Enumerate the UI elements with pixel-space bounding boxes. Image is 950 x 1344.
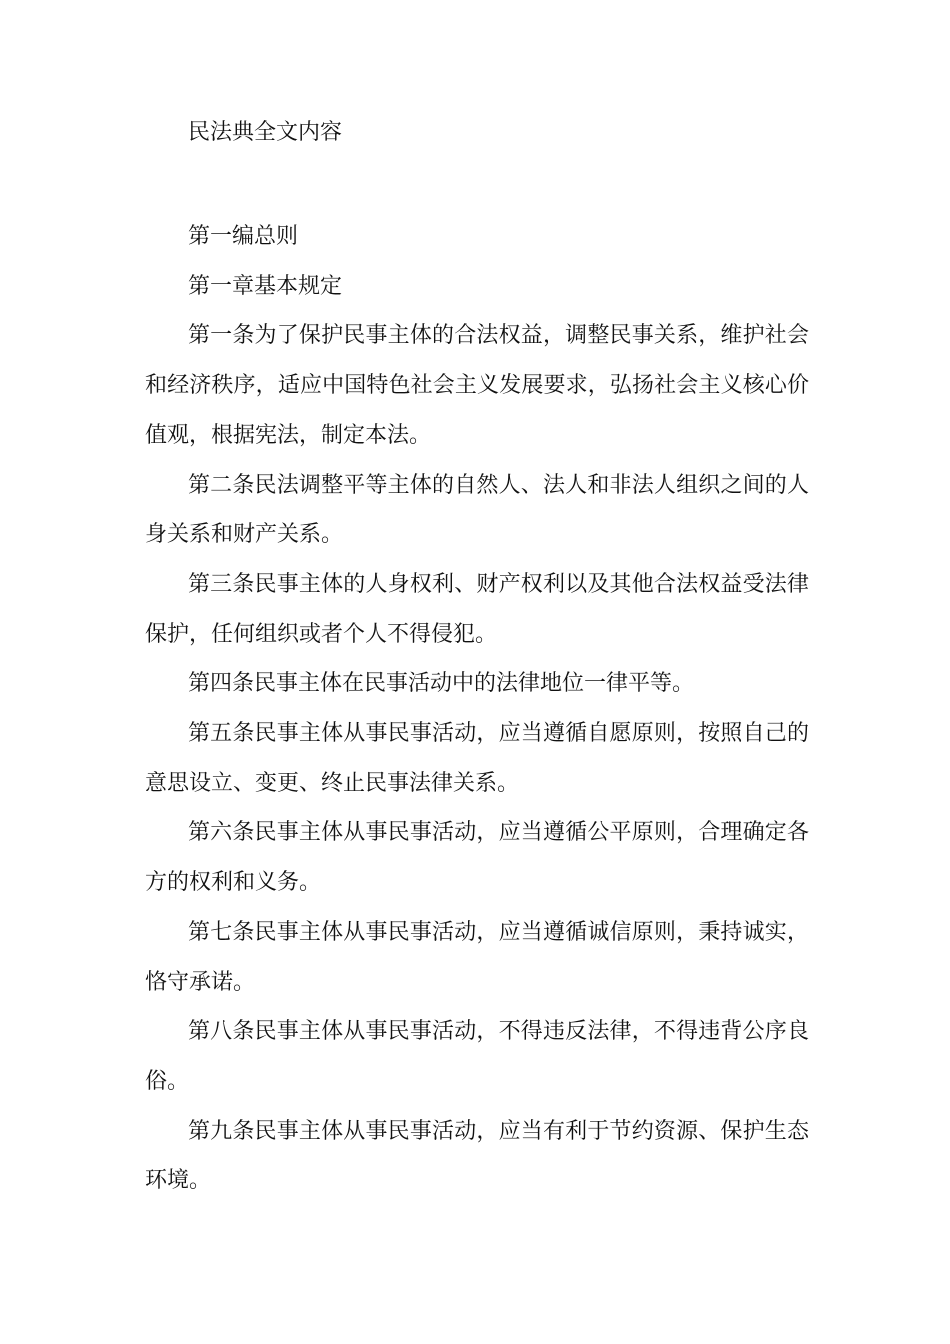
article-4: 第四条民事主体在民事活动中的法律地位一律平等。 <box>188 671 695 697</box>
article-9: 第九条民事主体从事民事活动，应当有利于节约资源、保护生态环境。 <box>145 1118 809 1194</box>
article-7: 第七条民事主体从事民事活动，应当遵循诚信原则，秉持诚实，恪守承诺。 <box>145 919 809 995</box>
article-2: 第二条民法调整平等主体的自然人、法人和非法人组织之间的人身关系和财产关系。 <box>145 472 809 548</box>
article-6: 第六条民事主体从事民事活动，应当遵循公平原则，合理确定各方的权利和义务。 <box>145 820 809 896</box>
document-body <box>145 212 809 1206</box>
document-title: 民法典全文内容 <box>188 120 343 145</box>
article-8: 第八条民事主体从事民事活动，不得违反法律，不得违背公序良俗。 <box>145 1019 809 1094</box>
chapter-heading: 第一章基本规定 <box>188 273 343 299</box>
article-3: 第三条民事主体的人身权利、财产权利以及其他合法权益受法律保护，任何组织或者个人不得侵犯。 <box>145 571 809 647</box>
part-heading: 第一编总则 <box>188 224 299 249</box>
article-5: 第五条民事主体从事民事活动，应当遵循自愿原则，按照自己的意思设立、变更、终止民事法律关系。 <box>145 721 809 796</box>
article-1: 第一条为了保护民事主体的合法权益，调整民事关系，维护社会和经济秩序，适应中国特色社会主义发展要求，弘扬社会主义核心价值观，根据宪法，制定本法。 <box>145 323 809 448</box>
